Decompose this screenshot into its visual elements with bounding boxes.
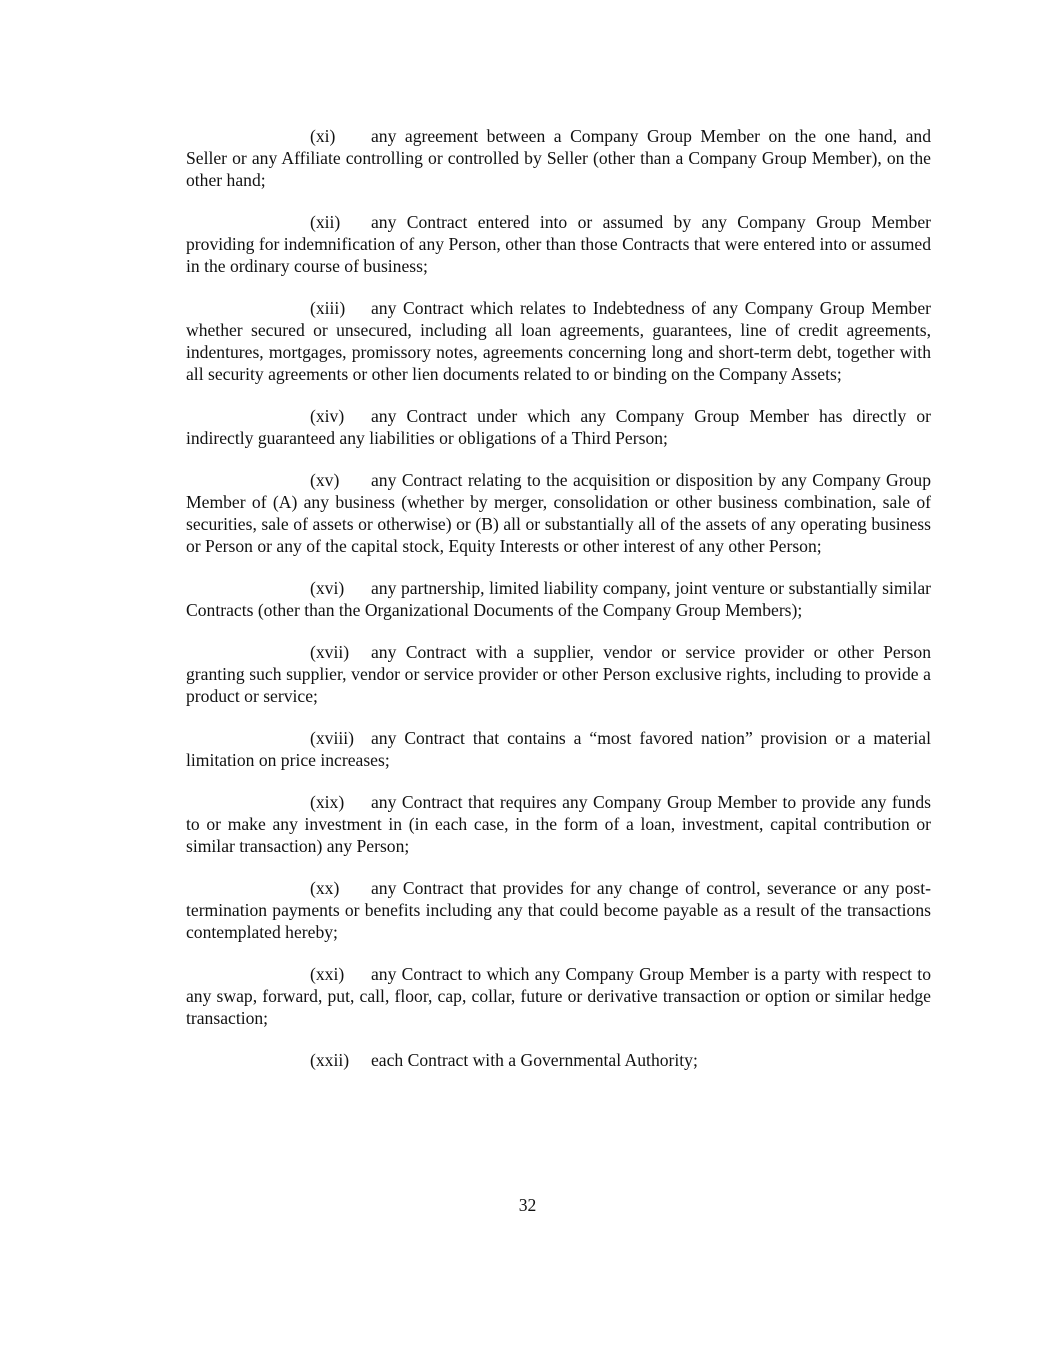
clause-number: (xix) [310, 792, 345, 812]
page-number: 32 [518, 1195, 537, 1215]
clause-text: any Contract under which any Company Group Member has directly or indirectly guaranteed any liabilities or obligations of a Third Person; [186, 406, 931, 448]
clause-paragraph [186, 727, 931, 771]
clause-number: (xiv) [310, 406, 345, 426]
clause-text: any Contract with a supplier, vendor or service provider or other Person granting such supplier, vendor or service provider or other Person exclusive rights, including to provide a product or service; [186, 642, 931, 706]
clause-number: (xvi) [310, 578, 345, 598]
clause-paragraph [186, 405, 931, 449]
clause-paragraph [186, 1049, 931, 1071]
clause-text: any Contract to which any Company Group Member is a party with respect to any swap, forward, put, call, floor, cap, collar, future or derivative transaction or option or similar hedge transaction; [186, 964, 931, 1028]
clause-paragraph [186, 577, 931, 621]
clause-number: (xx) [310, 878, 340, 898]
clause-text: each Contract with a Governmental Authority; [371, 1050, 698, 1070]
clause-number: (xv) [310, 470, 340, 490]
clause-text: any Contract that requires any Company Group Member to provide any funds to or make any investment in (in each case, in the form of a loan, investment, capital contribution or similar transaction) any Person; [186, 792, 931, 856]
clause-paragraph [186, 125, 931, 191]
clause-paragraph [186, 641, 931, 707]
clause-number: (xviii) [310, 728, 354, 748]
clause-paragraph [186, 469, 931, 557]
clause-text: any Contract which relates to Indebtedness of any Company Group Member whether secured or unsecured, including all loan agreements, guarantees, line of credit agreements, indentures, mortgages, promissory notes, agreements concerning long and short-term debt, together with all security agreements or other lien documents related to or binding on the Company Assets; [186, 298, 931, 384]
clause-number: (xxii) [310, 1050, 350, 1070]
clause-number: (xi) [310, 126, 336, 146]
clause-text: any agreement between a Company Group Member on the one hand, and Seller or any Affiliate controlling or controlled by Seller (other than a Company Group Member), on the other hand; [186, 126, 931, 190]
clause-text: any Contract that contains a “most favored nation” provision or a material limitation on price increases; [186, 728, 931, 770]
clause-number: (xxi) [310, 964, 345, 984]
clause-text: any Contract that provides for any change of control, severance or any post-termination payments or benefits including any that could become payable as a result of the transactions contemplated hereby; [186, 878, 931, 942]
clause-paragraph [186, 791, 931, 857]
document-body [186, 125, 931, 1091]
clause-paragraph [186, 963, 931, 1029]
clause-paragraph [186, 211, 931, 277]
clause-text: any partnership, limited liability company, joint venture or substantially similar Contracts (other than the Organizational Documents of the Company Group Members); [186, 578, 931, 620]
clause-paragraph [186, 877, 931, 943]
clause-number: (xiii) [310, 298, 346, 318]
clause-text: any Contract entered into or assumed by any Company Group Member providing for indemnification of any Person, other than those Contracts that were entered into or assumed in the ordinary course of business; [186, 212, 931, 276]
clause-text: any Contract relating to the acquisition or disposition by any Company Group Member of (A) any business (whether by merger, consolidation or other business combination, sale of securities, sale of assets or otherwise) or (B) all or substantially all of the assets of any operating business or Person or any of the capital stock, Equity Interests or other interest of any other Person; [186, 470, 931, 556]
clause-paragraph [186, 297, 931, 385]
clause-number: (xii) [310, 212, 341, 232]
clause-number: (xvii) [310, 642, 350, 662]
